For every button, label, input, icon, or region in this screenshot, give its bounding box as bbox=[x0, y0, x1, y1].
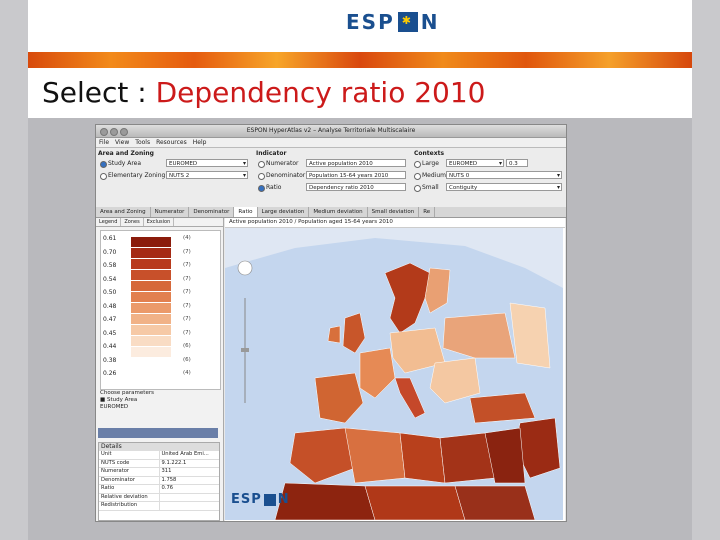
elementary-zoning-radio[interactable] bbox=[100, 173, 107, 180]
large-context-label: Large bbox=[422, 160, 439, 167]
large-context-radio[interactable] bbox=[414, 161, 421, 168]
denominator-radio[interactable] bbox=[258, 173, 265, 180]
window-title: ESPON HyperAtlas v2 – Analyse Territoriale Multiscalaire bbox=[246, 127, 416, 134]
elementary-zoning-select[interactable]: NUTS 2 ▾ bbox=[166, 171, 248, 179]
choose-parameters-label: Choose parameters bbox=[100, 390, 154, 396]
map-panel[interactable] bbox=[225, 218, 565, 521]
slide-title-highlight: Dependency ratio 2010 bbox=[155, 76, 486, 109]
legend-value: 0.70 bbox=[103, 248, 117, 256]
slide-title bbox=[42, 76, 486, 109]
eu-logo-band bbox=[98, 428, 218, 438]
slide-title-prefix: Select : bbox=[42, 76, 156, 109]
small-context-select[interactable]: Contiguity ▾ bbox=[446, 183, 562, 191]
legend-count: (7) bbox=[183, 248, 191, 255]
details-row: Ratio 0.76 bbox=[99, 485, 219, 494]
details-row: Relative deviation bbox=[99, 494, 219, 503]
legend-value: 0.50 bbox=[103, 289, 117, 296]
details-row: Denominator 1.758 bbox=[99, 477, 219, 486]
large-context-value[interactable]: 0.3 bbox=[506, 159, 528, 167]
logo-text-left: ESP bbox=[346, 10, 395, 34]
logo-text-right: N bbox=[420, 10, 440, 34]
small-context-label: Small bbox=[422, 184, 439, 191]
legend-value: 0.54 bbox=[103, 275, 117, 283]
legend-count: (7) bbox=[183, 329, 191, 336]
menu-view[interactable]: View bbox=[115, 139, 130, 146]
indicator-heading: Indicator bbox=[256, 150, 287, 157]
legend-value: 0.26 bbox=[103, 370, 117, 377]
tab-small-deviation[interactable]: Small deviation bbox=[368, 207, 420, 217]
slide-header bbox=[28, 0, 692, 52]
denominator-label: Denominator bbox=[266, 172, 306, 179]
legend-value: 0.44 bbox=[103, 343, 117, 350]
title-bar bbox=[28, 68, 692, 118]
ratio-radio[interactable] bbox=[258, 185, 265, 192]
legend-value: 0.61 bbox=[103, 235, 117, 242]
right-side-strip bbox=[692, 0, 720, 540]
legend-value: 0.45 bbox=[103, 329, 117, 337]
study-options bbox=[100, 390, 154, 411]
study-area-option[interactable]: ■ Study Area bbox=[100, 397, 138, 403]
legend-count: (7) bbox=[183, 302, 191, 309]
tab-redistribution[interactable]: Re bbox=[419, 207, 435, 217]
menu-tools[interactable]: Tools bbox=[135, 139, 151, 146]
details-row: Unit United Arab Emi... bbox=[99, 451, 219, 460]
color-ramp bbox=[131, 237, 171, 387]
left-side-strip bbox=[0, 0, 28, 540]
legend-value: 0.47 bbox=[103, 316, 117, 323]
legend-swatch bbox=[131, 259, 171, 270]
tab-area-zoning[interactable]: Area and Zoning bbox=[96, 207, 151, 217]
euromed-option: EUROMED bbox=[100, 404, 129, 410]
legend-swatch bbox=[131, 303, 171, 314]
legend-count: (7) bbox=[183, 289, 191, 295]
legend-count: (4) bbox=[183, 235, 191, 241]
study-area-radio[interactable] bbox=[100, 161, 107, 168]
large-context-select[interactable]: EUROMED ▾ bbox=[446, 159, 504, 167]
contexts-heading: Contexts bbox=[414, 150, 445, 157]
choropleth-map[interactable] bbox=[225, 228, 563, 520]
details-table bbox=[98, 442, 220, 521]
zoom-slider-handle[interactable] bbox=[241, 348, 249, 352]
window-titlebar bbox=[96, 125, 566, 138]
legend-swatch bbox=[131, 325, 171, 336]
numerator-field[interactable]: Active population 2010 bbox=[306, 159, 406, 167]
legend-swatch bbox=[131, 292, 171, 303]
legend-swatch bbox=[131, 270, 171, 281]
small-context-radio[interactable] bbox=[414, 185, 421, 192]
legend-count: (7) bbox=[183, 275, 191, 282]
ratio-label: Ratio bbox=[266, 184, 282, 191]
eu-star-icon bbox=[264, 494, 276, 506]
study-area-label: Study Area bbox=[108, 160, 142, 167]
map-espon-logo: ESP N bbox=[231, 492, 290, 507]
decorative-flame-band bbox=[28, 52, 692, 68]
ratio-field[interactable]: Dependency ratio 2010 bbox=[306, 183, 406, 191]
medium-context-radio[interactable] bbox=[414, 173, 421, 180]
study-area-select[interactable]: EUROMED ▾ bbox=[166, 159, 248, 167]
tab-medium-deviation[interactable]: Medium deviation bbox=[309, 207, 367, 217]
details-row: NUTS code 9.1.222.1 bbox=[99, 460, 219, 469]
medium-context-select[interactable]: NUTS 0 ▾ bbox=[446, 171, 562, 179]
map-caption: Active population 2010 / Population aged 15-64 years 2010 bbox=[225, 218, 565, 228]
numerator-label: Numerator bbox=[266, 160, 299, 167]
subtab-exclusion[interactable]: Exclusion bbox=[144, 218, 175, 226]
details-row: Redistribution bbox=[99, 502, 219, 511]
elementary-zoning-label: Elementary Zoning bbox=[108, 172, 166, 179]
legend-panel bbox=[96, 218, 224, 521]
tab-denominator[interactable]: Denominator bbox=[189, 207, 234, 217]
tab-ratio[interactable]: Ratio bbox=[234, 207, 257, 217]
subtab-zones[interactable]: Zones bbox=[121, 218, 143, 226]
hyperatlas-window bbox=[95, 124, 567, 522]
legend-count: (6) bbox=[183, 343, 191, 349]
numerator-radio[interactable] bbox=[258, 161, 265, 168]
legend-count: (7) bbox=[183, 262, 191, 268]
legend-swatch bbox=[131, 248, 171, 259]
legend-swatch bbox=[131, 347, 171, 358]
color-legend bbox=[100, 230, 221, 390]
legend-swatch bbox=[131, 314, 171, 325]
denominator-field[interactable]: Population 15-64 years 2010 bbox=[306, 171, 406, 179]
legend-swatch bbox=[131, 336, 171, 347]
legend-swatch bbox=[131, 281, 171, 292]
areas-zoning-heading: Area and Zoning bbox=[98, 150, 154, 157]
medium-context-label: Medium bbox=[422, 172, 446, 179]
details-heading: Details bbox=[99, 443, 219, 451]
menu-file[interactable]: File bbox=[99, 139, 110, 146]
details-row: Numerator 311 bbox=[99, 468, 219, 477]
legend-count: (4) bbox=[183, 370, 191, 376]
settings-panel bbox=[96, 148, 566, 209]
legend-count: (7) bbox=[183, 316, 191, 322]
subtab-legend[interactable]: Legend bbox=[96, 218, 121, 226]
menu-help[interactable]: Help bbox=[192, 139, 207, 146]
tab-large-deviation[interactable]: Large deviation bbox=[258, 207, 310, 217]
menu-bar bbox=[96, 138, 566, 148]
legend-count: (6) bbox=[183, 356, 191, 363]
legend-subtabs bbox=[96, 218, 223, 227]
legend-value: 0.58 bbox=[103, 262, 117, 269]
analysis-tabs bbox=[96, 207, 566, 218]
legend-value: 0.38 bbox=[103, 356, 117, 364]
tab-numerator[interactable]: Numerator bbox=[151, 207, 190, 217]
espon-logo bbox=[346, 10, 439, 34]
legend-swatch bbox=[131, 237, 171, 248]
eu-star-icon bbox=[398, 12, 418, 32]
menu-resources[interactable]: Resources bbox=[156, 139, 187, 146]
legend-value: 0.48 bbox=[103, 302, 117, 310]
